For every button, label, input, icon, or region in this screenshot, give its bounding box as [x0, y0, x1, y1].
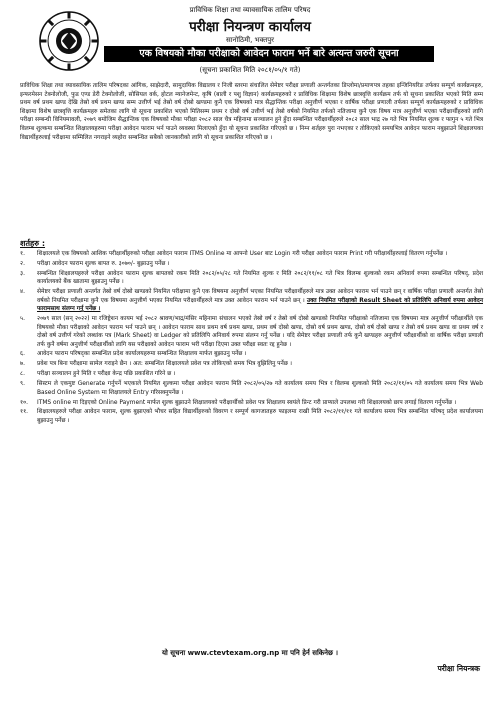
- condition-item: ७. प्रवेश पत्र बिना परीक्षामा सामेल गराइने छैन । अत: सम्बन्धित शिक्षालयले प्रवेश पत्र तोकिएको समय भित्र वुझिलिनु पर्नेछ ।: [20, 361, 293, 368]
- office-location: सानोठिमी, भक्तपुर: [225, 36, 275, 44]
- published-date: (सूचना प्रकाशित मिति २०८१/०५/१ गते): [199, 66, 301, 74]
- condition-item: ६. आवेदन फाराम परिषद्का सम्बन्धित प्रदेश कार्यालयहरुमा सम्बन्धित शिक्षालय मार्फत बुझाउनु पर्नेछ ।: [20, 351, 247, 358]
- condition-item: ३. सम्बन्धित शिक्षालयहरुले परीक्षा आवेदन फाराम शुल्क बापतको रकम मिति २०८२/०५/२८ गते नियमित शुल्क र मिति २०८२/११/०८ गते भित्र विलम्ब शुल्कको रकम अनिवार्य रुपमा सम्बन्धित परिषद्, प्रदेश कार्यालयको बैंक खातामा बुझाउनु पर्नेछ ।: [20, 270, 483, 286]
- condition-item: १. शिक्षालयले एक विषयको आशिक परीक्षार्थीहरुको परीक्षा आवेदन फाराम ITMS Online मा आफ्नो User बाट Login गरी परीक्षा आवेदन फाराम Print गरी परीक्षार्थीहरुलाई वितरण गर्नुपर्नेछ ।: [20, 251, 448, 257]
- condition-item: १०. ITMS online मा दिइएको Online Payment मार्फत शुल्क बुझाउने शिक्षालयको परीक्षार्थीको प्रवेश पत्र शिक्षालय स्वयंले प्रिन्ट गरी प्राप्याले उपलब्ध गरी शिक्षालयको छाप लगाई वितरण गर्नुपर्नेछ ।: [20, 399, 457, 406]
- conditions-heading: शर्तहरु :: [20, 239, 46, 248]
- notice-title-banner: एक विषयको मौका परीक्षाको आवेदन फाराम भर्ने बारे अत्यन्त जरुरी सूचना: [104, 46, 434, 62]
- condition-item: ४. सेमेष्टर परीक्षा प्रणाली अन्तर्गत तेस्रो वर्ष दोस्रो खण्डको नियमित परीक्षामा कुनै एक विषयमा अनुत्तीर्ण भएका नियमित परीक्षार्थीहरुले मात्र उक्त आवेदन फाराम भर्न पाउने छन् र वार्षिक परीक्षा प्रणाली अन्तर्गत तेस्रो वर्षको नियमित परीक्षामा कुनै एक विषयमा अनुत्तीर्ण भएका नियमित परीक्षार्थीहरुले मात्र उक्त आवेदन फाराम भर्न पाउने छन् । उक्त नियमित परीक्षाको Result Sheet को प्रतिलिपि अनिवार्य रुपमा आवेदन फारामसाथ संलग्न गर्नु पर्नेछ ।: [20, 289, 484, 313]
- condition-emphasis: उक्त नियमित परीक्षाको Result Sheet को प्रतिलिपि अनिवार्य रुपमा आवेदन फारामसाथ संलग्न गर्नु पर्नेछ ।: [37, 297, 484, 313]
- website-notice: यो सूचना www.ctevtexam.org.np मा पनि हेर्न सकिनेछ ।: [161, 649, 339, 657]
- condition-item: ११. शिक्षालयहरुले परीक्षा आवेदन फाराम, शुल्क बुझाएको भौचर सहित विद्यार्थीहरुको विवरण र सम्पूर्ण कागजातहरु फाइलमा राखी मिति २०८२/११/११ गते कार्यालय समय भित्र सम्बन्धित परिषद् प्रदेश कार्यालयमा बुझाउनु पर्नेछ ।: [20, 409, 483, 424]
- conditions-list: [20, 250, 483, 427]
- organization-name: प्राविधिक शिक्षा तथा व्यावसायिक तालिम परिषद: [189, 6, 311, 14]
- office-title: परीक्षा नियन्त्रण कार्यालय: [189, 19, 311, 35]
- condition-item: ९. सिस्टम ले एकमुष्ट Generate गर्नुपर्ने भएकाले नियमित शुल्कमा परीक्षा आवेदन फाराम मिति २०८२/०५/२७ गते कार्यालय समय भित्र र विलम्ब शुल्कको मिति २०८२/११/०५ गते कार्यालय समय भित्र Web Based Online System मा शिक्षालयले Entry गरिसक्नुपर्नेछ ।: [20, 381, 483, 396]
- signatory-title: परीक्षा नियन्त्रक: [437, 664, 480, 673]
- condition-item: ५. २०७९ साल (सन् २०२२) मा रजिष्ट्रेशन कायम भई २०८२ श्रावण/भाद्र/मंसिर महिनामा संचालन भएको तेस्रो वर्ष र तेस्रो वर्ष दोस्रो खण्डको नियमित परीक्षाको नतिजामा एक विषयमा मात्र अनुत्तीर्ण परीक्षार्थीले एक विषयको मौका परीक्षाको आवेदन फाराम भर्न पाउने छन् । आवेदन फाराम साथ प्रथम वर्ष प्रथम खण्ड, प्रथम वर्ष दोस्रो खण्ड, दोस्रो वर्ष प्रथम खण्ड, दोस्रो वर्ष दोस्रो खण्ड र तेस्रो वर्ष प्रथम खण्ड वा प्रथम वर्ष र दोस्रो वर्ष उत्तीर्ण गरेको लब्धांक पत्र (Mark Sheet) वा Ledger को प्रतिलिपि अनिवार्य रुपमा संलग्न गर्नु पर्नेछ । यदि सेमेष्टर परीक्षा प्रणाली तर्फ कुनै खण्डहरु अनुत्तीर्ण परीक्षार्थीको वा वार्षिक परीक्षा प्रणाली तर्फ कुनै वर्षमा अनुत्तीर्ण परीक्षार्थीको लागि यस परीक्षाको आवेदन फाराम भरी परीक्षा दिएमा उक्त परीक्षा स्वतः रद्द हुनेछ ।: [20, 316, 483, 348]
- condition-item: २. परीक्षा आवेदन फाराम शुल्क बापत रु. ३०७०/- बुझाउनु पर्नेछ ।: [20, 260, 170, 267]
- condition-item: ८. परीक्षा सञ्चालन हुने मिति र परीक्षा केन्द्र पछि प्रकाशित गरिने छ ।: [20, 371, 176, 378]
- intro-paragraph: प्राविधिक शिक्षा तथा व्यावसायिक तालिम परिषदका आंगिक, साझेदारी, सामुदायिक विद्यालय र निजी स्तरमा संचालित सेमेष्टर परीक्षा प्रणाली अन्तर्गतका डिप्लोमा/प्रमाणपत्र तहका इन्जिनियरिङ तर्फका सम्पूर्ण कार्यक्रमहरु, इन्फरमेसन टेक्नोलोजी, फुड एण्ड डेरी टेक्नोलोजी, सोसियल वर्क, होटल म्यानेजमेन्ट, कृषि (बाली र पशु विज्ञान) कार्यक्रमहरुको र प्राविधिक शिक्षामा विशेष छात्रवृत्ति कार्यक्रम तर्फ यो सूचना प्रकाशित भएको मिति सम्म प्रथम वर्ष प्रथम खण्ड देखि तेस्रो वर्ष प्रथम खण्ड सम्म उत्तीर्ण भई तेस्रो वर्ष दोस्रो खण्डमा कुनै एक विषयको मात्र सैद्धान्तिक परीक्षा अनुत्तीर्ण भएका र वार्षिक परीक्षा प्रणाली तर्फका सम्पूर्ण कार्यक्रमहरुको र प्राविधिक शिक्षामा विशेष छात्रवृत्ति कार्यक्रमहरु समेतका लागि यो सूचना प्रकाशित भएको मितिसम्म प्रथम र दोस्रो वर्ष उत्तीर्ण भई तेस्रो वर्षको नियमित तर्फको नतिजामा कुनै एक विषय मात्र अनुत्तीर्ण भएका परीक्षार्थीहरुको लागि परीक्षा सम्बन्धी विनियमावली, २०७९ बमोजिम सैद्धान्तिक एक विषयको मौका परीक्षा २०८२ साल चैत्र महिनामा सञ्चालन हुने हुँदा सम्बन्धित परीक्षार्थीहरुले २०८२ साल भाद्र २७ गते भित्र नियमित शुल्क र फागुन ५ गते भित्र विलम्ब शुल्कमा सम्बन्धित शिक्षालयहरुमा परीक्षा आवेदन फाराम भर्न पाउने व्यवस्था मिलाएको हुँदा यो सूचना प्रकाशित गरिएको छ । निम्न शर्तहरु पुरा नभएका र तोकिएको समयभित्र आवेदन फाराम नबुझाउने शिक्षालयका विद्यार्थीहरुलाई परीक्षामा सम्मिलित नगराइने व्यहोरा सम्बन्धित सबैको जानकारीको लागि यो सूचना प्रकाशित गरिएको छ ।: [20, 83, 483, 141]
